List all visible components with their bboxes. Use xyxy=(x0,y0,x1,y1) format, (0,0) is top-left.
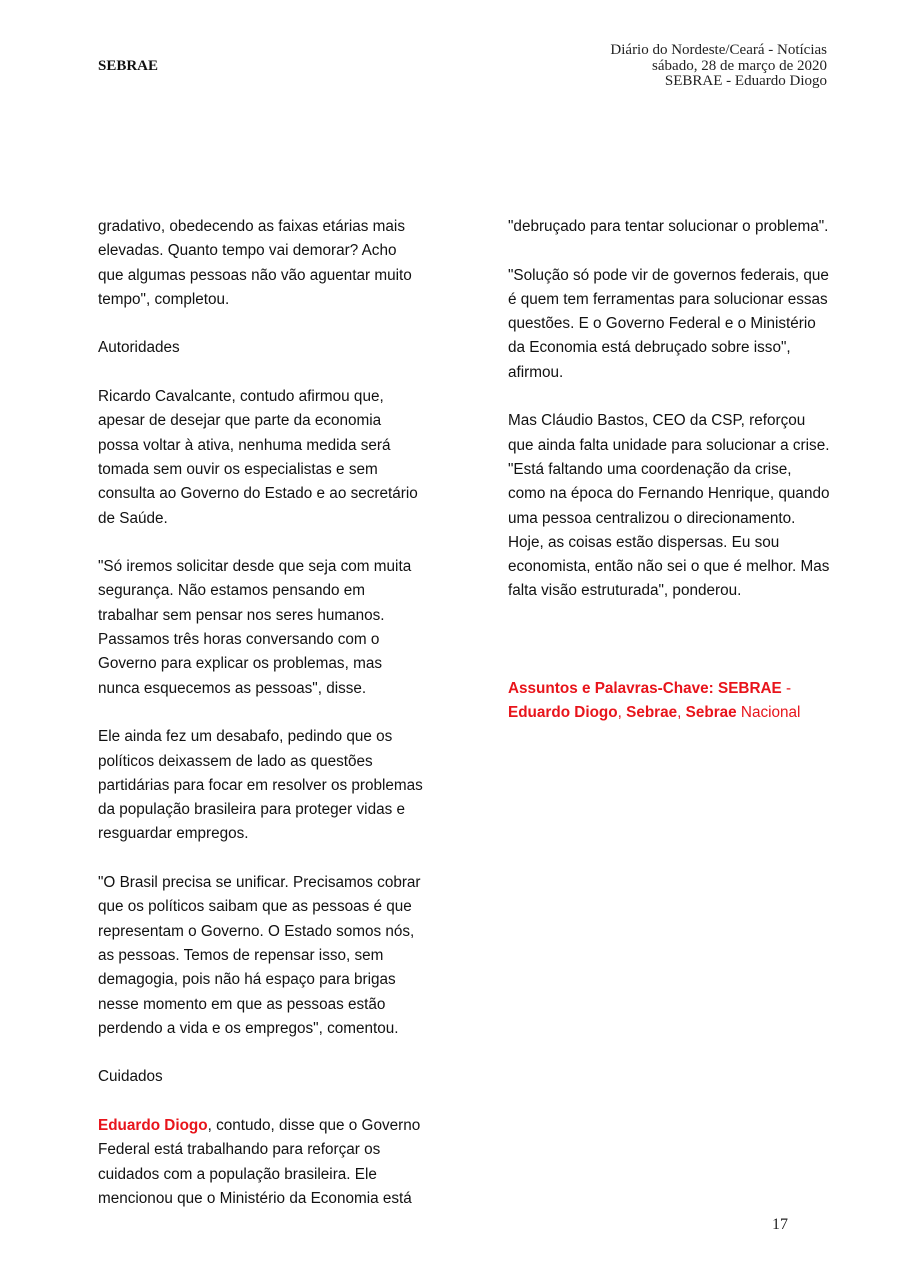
keyword-link: Sebrae xyxy=(626,703,678,721)
paragraph-gap xyxy=(508,604,838,628)
text-line: possa voltar à ativa, nenhuma medida será xyxy=(98,436,391,454)
paragraph xyxy=(98,1065,428,1089)
text-line: trabalhar sem pensar nos seres humanos. xyxy=(98,606,385,624)
paragraph xyxy=(508,409,838,603)
text-line: consulta ao Governo do Estado e ao secretário xyxy=(98,485,418,503)
paragraph-gap xyxy=(98,847,428,871)
text-line: "O Brasil precisa se unificar. Precisamos cobrar xyxy=(98,874,421,892)
keyword-separator: , xyxy=(677,703,686,721)
keywords-block xyxy=(508,677,838,726)
text-line: as pessoas. Temos de repensar isso, sem xyxy=(98,946,384,964)
text-line: falta visão estruturada", ponderou. xyxy=(508,582,742,600)
text-line: de Saúde. xyxy=(98,509,168,527)
text-line: demagogia, pois não há espaço para brigas xyxy=(98,971,396,989)
text-line: apesar de desejar que parte da economia xyxy=(98,412,382,430)
text-line: Ricardo Cavalcante, contudo afirmou que, xyxy=(98,388,384,406)
text-line: políticos deixassem de lado as questões xyxy=(98,752,373,770)
text-line: Autoridades xyxy=(98,339,180,357)
text-line: Ele ainda fez um desabafo, pedindo que os xyxy=(98,728,393,746)
paragraph-gap xyxy=(98,531,428,555)
keywords-label: Assuntos e Palavras-Chave: xyxy=(508,679,714,697)
paragraph-gap xyxy=(98,361,428,385)
text-line: partidárias para focar em resolver os problemas xyxy=(98,776,423,794)
text-line: é quem tem ferramentas para solucionar essas xyxy=(508,290,828,308)
text-line: perdendo a vida e os empregos", comentou. xyxy=(98,1019,399,1037)
keyword-link: SEBRAE xyxy=(718,679,782,697)
text-line: economista, então não sei o que é melhor. Mas xyxy=(508,558,830,576)
paragraph xyxy=(98,215,428,312)
paragraph-gap xyxy=(508,385,838,409)
text-line: elevadas. Quanto tempo vai demorar? Acho xyxy=(98,242,397,260)
keyword-link: Eduardo Diogo xyxy=(508,703,618,721)
text-line: Mas Cláudio Bastos, CEO da CSP, reforçou xyxy=(508,412,806,430)
text-line: cuidados com a população brasileira. Ele xyxy=(98,1165,377,1183)
paragraph-gap xyxy=(98,312,428,336)
text-line: que algumas pessoas não vão aguentar muito xyxy=(98,266,412,284)
text-line xyxy=(98,1114,428,1138)
text-line: "Solução só pode vir de governos federais, que xyxy=(508,266,829,284)
paragraph-gap xyxy=(98,1041,428,1065)
paragraph-gap xyxy=(98,701,428,725)
article-right-column xyxy=(508,215,838,725)
text-line: uma pessoa centralizou o direcionamento. xyxy=(508,509,796,527)
keyword-separator: - xyxy=(781,679,792,697)
text-line: gradativo, obedecendo as faixas etárias mais xyxy=(98,218,405,235)
paragraph xyxy=(98,555,428,701)
text-line: da Economia está debruçado sobre isso", xyxy=(508,339,791,357)
text-line: afirmou. xyxy=(508,363,564,381)
text-line: segurança. Não estamos pensando em xyxy=(98,582,366,600)
text-line: Passamos três horas conversando com o xyxy=(98,631,380,649)
text-line: como na época do Fernando Henrique, quando xyxy=(508,485,830,503)
paragraph xyxy=(98,385,428,531)
text-line: da população brasileira para proteger vidas e xyxy=(98,801,405,819)
page-number: 17 xyxy=(772,1216,788,1233)
text-line: que ainda falta unidade para solucionar a crise. xyxy=(508,436,830,454)
header-date: sábado, 28 de março de 2020 xyxy=(652,57,827,74)
text-line: mencionou que o Ministério da Economia está xyxy=(98,1189,412,1207)
text-line: Hoje, as coisas estão dispersas. Eu sou xyxy=(508,533,780,551)
paragraph xyxy=(508,264,838,385)
paragraph-cuidados xyxy=(98,1114,428,1211)
text-line: tempo", completou. xyxy=(98,290,230,308)
keyword-text: Nacional xyxy=(736,703,801,721)
text-line: Cuidados xyxy=(98,1068,163,1086)
header-meta xyxy=(610,43,827,90)
paragraph-gap xyxy=(508,652,838,676)
paragraph xyxy=(98,725,428,846)
person-highlight: Eduardo Diogo xyxy=(98,1116,208,1134)
header-topic: SEBRAE - Eduardo Diogo xyxy=(664,73,827,89)
text-line: nesse momento em que as pessoas estão xyxy=(98,995,386,1013)
paragraph xyxy=(508,215,838,239)
paragraph-gap xyxy=(98,1090,428,1114)
keyword-separator: , xyxy=(617,703,627,721)
paragraph-gap xyxy=(508,239,838,263)
text-line: "Só iremos solicitar desde que seja com muita xyxy=(98,558,412,576)
text-line xyxy=(508,701,838,725)
paragraph xyxy=(98,336,428,360)
text-line: nunca esquecemos as pessoas", disse. xyxy=(98,679,367,697)
text-line xyxy=(508,677,838,701)
header-publication: Diário do Nordeste/Ceará - Notícias xyxy=(610,42,827,58)
text-line: "Está faltando uma coordenação da crise, xyxy=(508,460,792,478)
text-line: "debruçado para tentar solucionar o problema". xyxy=(508,218,829,235)
text-line: questões. E o Governo Federal e o Ministério xyxy=(508,315,816,333)
text-line: resguardar empregos. xyxy=(98,825,249,843)
article-left-column xyxy=(98,215,428,1211)
text-line: representam o Governo. O Estado somos nós, xyxy=(98,922,415,940)
text-line: que os políticos saibam que as pessoas é que xyxy=(98,898,412,916)
text-line: Federal está trabalhando para reforçar os xyxy=(98,1141,381,1159)
paragraph-gap xyxy=(508,628,838,652)
text-fragment: , contudo, disse que o Governo xyxy=(207,1116,421,1134)
keyword-link: Sebrae xyxy=(685,703,737,721)
header-source-label: SEBRAE xyxy=(98,58,159,74)
text-line: Governo para explicar os problemas, mas xyxy=(98,655,382,673)
paragraph xyxy=(98,871,428,1041)
text-line: tomada sem ouvir os especialistas e sem xyxy=(98,460,378,478)
